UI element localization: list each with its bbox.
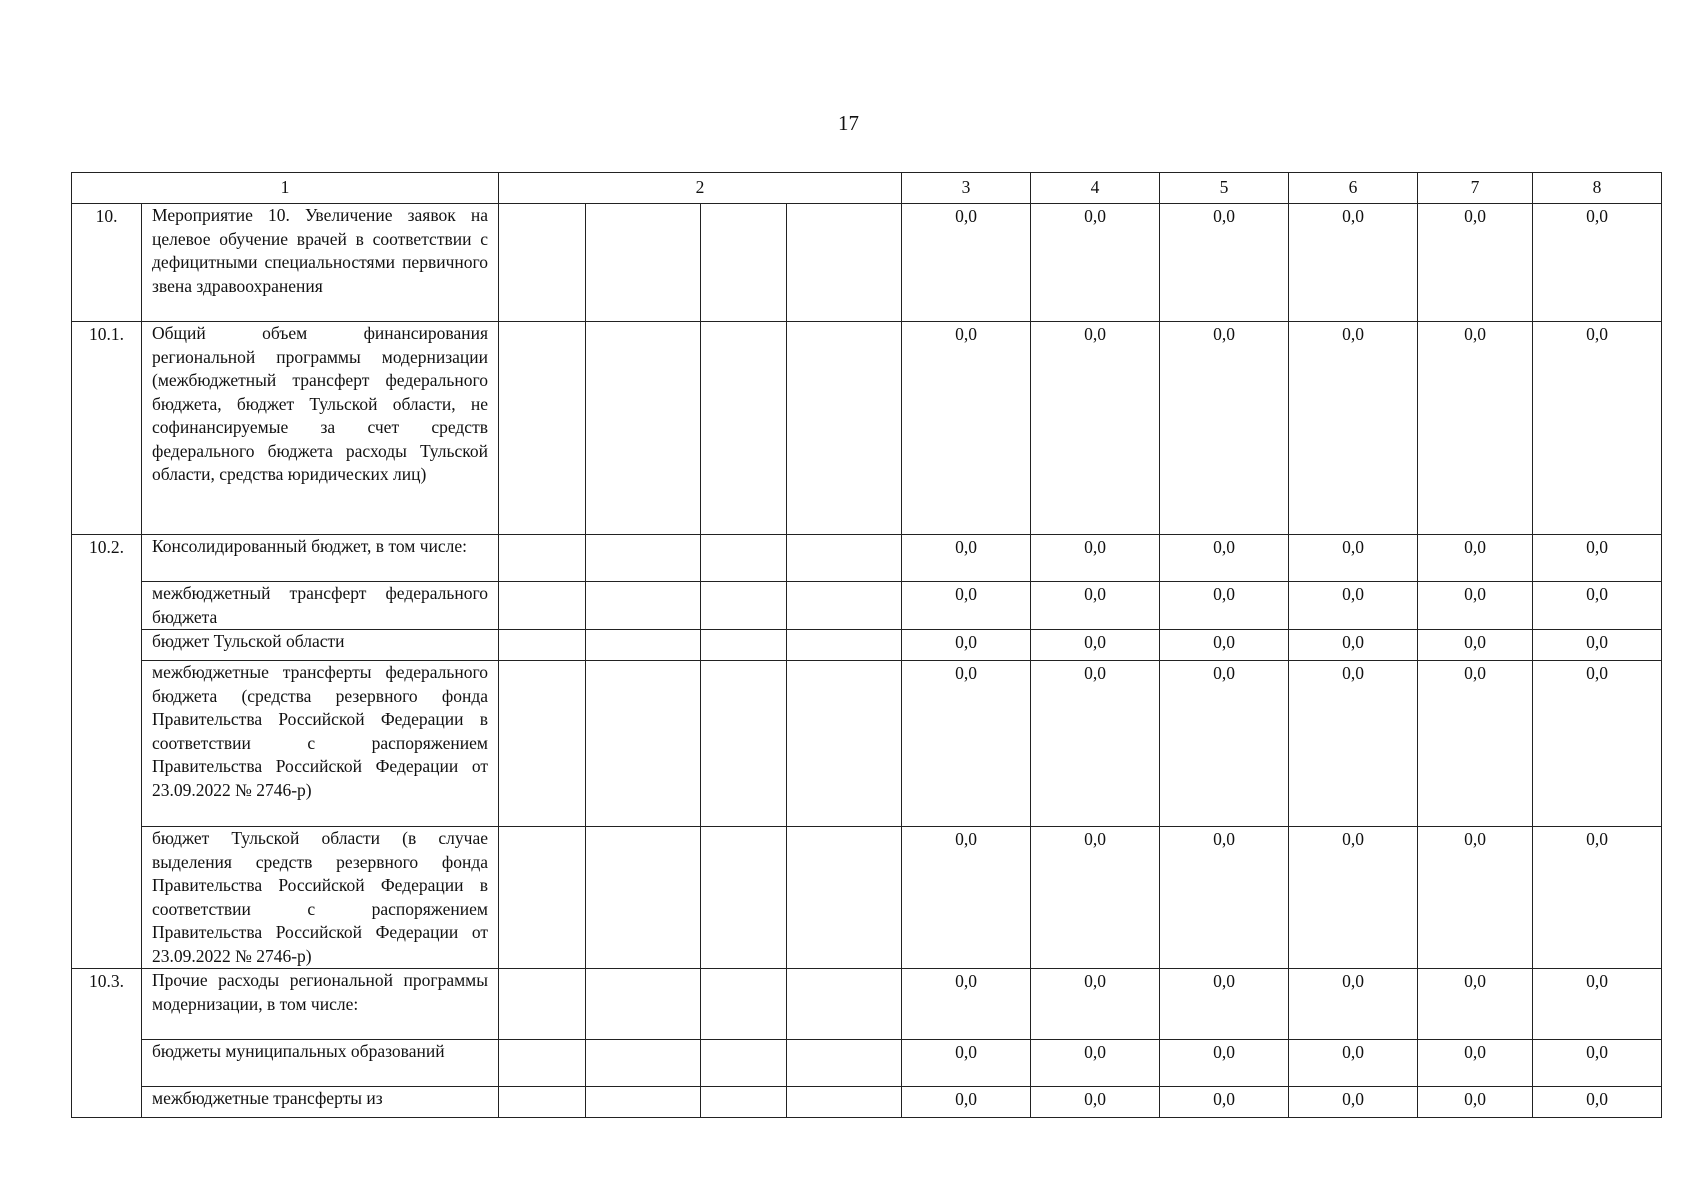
table-row (72, 969, 1662, 1040)
column-header: 7 (1418, 173, 1533, 204)
value-cell: 0,0 (1031, 969, 1160, 1040)
value-cell: 0,0 (1289, 1087, 1418, 1118)
value-cell: 0,0 (1289, 582, 1418, 630)
value-cell: 0,0 (1289, 322, 1418, 535)
value-cell: 0,0 (1289, 204, 1418, 322)
empty-cell (586, 204, 701, 322)
row-description (142, 204, 499, 322)
value-cell: 0,0 (1533, 1087, 1662, 1118)
value-cell: 0,0 (1160, 969, 1289, 1040)
value-cell: 0,0 (1418, 322, 1533, 535)
empty-cell (787, 1040, 902, 1087)
row-number (72, 827, 142, 969)
value-cell: 0,0 (1289, 535, 1418, 582)
value-cell: 0,0 (1160, 322, 1289, 535)
value-cell: 0,0 (1160, 827, 1289, 969)
table-row (72, 827, 1662, 969)
value-cell: 0,0 (1160, 630, 1289, 661)
value-cell: 0,0 (902, 661, 1031, 827)
value-cell: 0,0 (1031, 827, 1160, 969)
value-cell: 0,0 (902, 582, 1031, 630)
column-header: 1 (72, 173, 499, 204)
empty-cell (499, 204, 586, 322)
row-description-text: бюджет Тульской области (в случае выделения средств резервного фонда Правительства Российской Федерации в соответствии с распоряжением Правительства Российской Федерации от 23.09.2022 № 2746-р) (152, 828, 488, 966)
value-cell: 0,0 (902, 1087, 1031, 1118)
row-description-text: межбюджетный трансферт федерального бюджета (152, 583, 488, 627)
value-cell: 0,0 (1160, 1040, 1289, 1087)
empty-cell (787, 969, 902, 1040)
empty-cell (499, 827, 586, 969)
value-cell: 0,0 (1418, 969, 1533, 1040)
table-row (72, 630, 1662, 661)
value-cell: 0,0 (902, 630, 1031, 661)
value-cell: 0,0 (1418, 1087, 1533, 1118)
empty-cell (586, 630, 701, 661)
column-header: 8 (1533, 173, 1662, 204)
row-description (142, 969, 499, 1040)
column-header: 3 (902, 173, 1031, 204)
row-description-text: Прочие расходы региональной программы модернизации, в том числе: (152, 970, 488, 1014)
value-cell: 0,0 (1289, 969, 1418, 1040)
row-description-text: Общий объем финансирования региональной программы модернизации (межбюджетный трансферт федерального бюджета, бюджет Тульской области, не софинансируемые за счет средств федерального бюджета расходы Тульской области, средства юридических лиц) (152, 323, 488, 484)
empty-cell (787, 204, 902, 322)
value-cell: 0,0 (902, 969, 1031, 1040)
value-cell: 0,0 (1160, 582, 1289, 630)
row-number (72, 1087, 142, 1118)
empty-cell (701, 582, 787, 630)
empty-cell (586, 535, 701, 582)
empty-cell (499, 1087, 586, 1118)
value-cell: 0,0 (1031, 1040, 1160, 1087)
value-cell: 0,0 (1031, 204, 1160, 322)
value-cell: 0,0 (1289, 630, 1418, 661)
value-cell: 0,0 (1533, 204, 1662, 322)
value-cell: 0,0 (1160, 535, 1289, 582)
value-cell: 0,0 (1031, 630, 1160, 661)
table-row (72, 661, 1662, 827)
row-description-text: межбюджетные трансферты из (152, 1088, 383, 1108)
row-number (72, 661, 142, 827)
value-cell: 0,0 (1533, 630, 1662, 661)
row-description (142, 582, 499, 630)
row-description-text: бюджеты муниципальных образований (152, 1041, 445, 1061)
column-header: 5 (1160, 173, 1289, 204)
empty-cell (787, 582, 902, 630)
empty-cell (586, 1040, 701, 1087)
table-row (72, 535, 1662, 582)
empty-cell (586, 322, 701, 535)
value-cell: 0,0 (1289, 1040, 1418, 1087)
row-description-text: межбюджетные трансферты федерального бюджета (средства резервного фонда Правительства Российской Федерации в соответствии с распоряжением Правительства Российской Федерации от 23.09.2022 № 2746-р) (152, 662, 488, 800)
column-header: 4 (1031, 173, 1160, 204)
page-number: 17 (838, 111, 859, 135)
value-cell: 0,0 (1533, 969, 1662, 1040)
value-cell: 0,0 (1289, 661, 1418, 827)
empty-cell (499, 322, 586, 535)
value-cell: 0,0 (1031, 582, 1160, 630)
value-cell: 0,0 (1533, 535, 1662, 582)
table-row (72, 1040, 1662, 1087)
row-number: 10.3. (72, 969, 142, 1040)
table-row (72, 582, 1662, 630)
value-cell: 0,0 (1418, 582, 1533, 630)
row-description-text: бюджет Тульской области (152, 631, 345, 651)
empty-cell (701, 661, 787, 827)
value-cell: 0,0 (902, 1040, 1031, 1087)
row-number (72, 582, 142, 630)
table-row (72, 322, 1662, 535)
row-description-text: Консолидированный бюджет, в том числе: (152, 536, 468, 556)
empty-cell (787, 1087, 902, 1118)
empty-cell (787, 535, 902, 582)
row-number (72, 630, 142, 661)
empty-cell (701, 969, 787, 1040)
table-row (72, 1087, 1662, 1118)
row-description (142, 827, 499, 969)
empty-cell (586, 582, 701, 630)
empty-cell (586, 969, 701, 1040)
empty-cell (701, 204, 787, 322)
value-cell: 0,0 (1160, 1087, 1289, 1118)
empty-cell (499, 535, 586, 582)
empty-cell (586, 1087, 701, 1118)
row-description-text: Мероприятие 10. Увеличение заявок на целевое обучение врачей в соответствии с дефицитными специальностями первичного звена здравоохранения (152, 205, 488, 296)
value-cell: 0,0 (1533, 827, 1662, 969)
empty-cell (787, 322, 902, 535)
column-header: 2 (499, 173, 902, 204)
value-cell: 0,0 (1160, 661, 1289, 827)
value-cell: 0,0 (1418, 1040, 1533, 1087)
value-cell: 0,0 (1533, 322, 1662, 535)
row-description (142, 1087, 499, 1118)
row-number (72, 1040, 142, 1087)
empty-cell (701, 322, 787, 535)
empty-cell (787, 827, 902, 969)
empty-cell (701, 1087, 787, 1118)
financing-table (71, 172, 1662, 1118)
value-cell: 0,0 (1031, 1087, 1160, 1118)
table-row (72, 204, 1662, 322)
empty-cell (499, 630, 586, 661)
value-cell: 0,0 (902, 204, 1031, 322)
value-cell: 0,0 (1418, 535, 1533, 582)
value-cell: 0,0 (1418, 630, 1533, 661)
empty-cell (499, 1040, 586, 1087)
value-cell: 0,0 (1031, 661, 1160, 827)
value-cell: 0,0 (1533, 661, 1662, 827)
row-number: 10.2. (72, 535, 142, 582)
row-description (142, 661, 499, 827)
row-description (142, 322, 499, 535)
empty-cell (787, 630, 902, 661)
row-number: 10. (72, 204, 142, 322)
empty-cell (586, 827, 701, 969)
empty-cell (701, 535, 787, 582)
row-number: 10.1. (72, 322, 142, 535)
value-cell: 0,0 (1533, 1040, 1662, 1087)
empty-cell (499, 582, 586, 630)
value-cell: 0,0 (1418, 827, 1533, 969)
value-cell: 0,0 (1418, 204, 1533, 322)
value-cell: 0,0 (902, 535, 1031, 582)
empty-cell (787, 661, 902, 827)
column-header: 6 (1289, 173, 1418, 204)
empty-cell (586, 661, 701, 827)
value-cell: 0,0 (1533, 582, 1662, 630)
row-description (142, 630, 499, 661)
row-description (142, 535, 499, 582)
value-cell: 0,0 (1031, 535, 1160, 582)
value-cell: 0,0 (902, 827, 1031, 969)
empty-cell (499, 969, 586, 1040)
row-description (142, 1040, 499, 1087)
value-cell: 0,0 (902, 322, 1031, 535)
empty-cell (701, 827, 787, 969)
header-row (72, 173, 1662, 204)
value-cell: 0,0 (1160, 204, 1289, 322)
value-cell: 0,0 (1031, 322, 1160, 535)
value-cell: 0,0 (1289, 827, 1418, 969)
empty-cell (701, 630, 787, 661)
empty-cell (499, 661, 586, 827)
value-cell: 0,0 (1418, 661, 1533, 827)
empty-cell (701, 1040, 787, 1087)
